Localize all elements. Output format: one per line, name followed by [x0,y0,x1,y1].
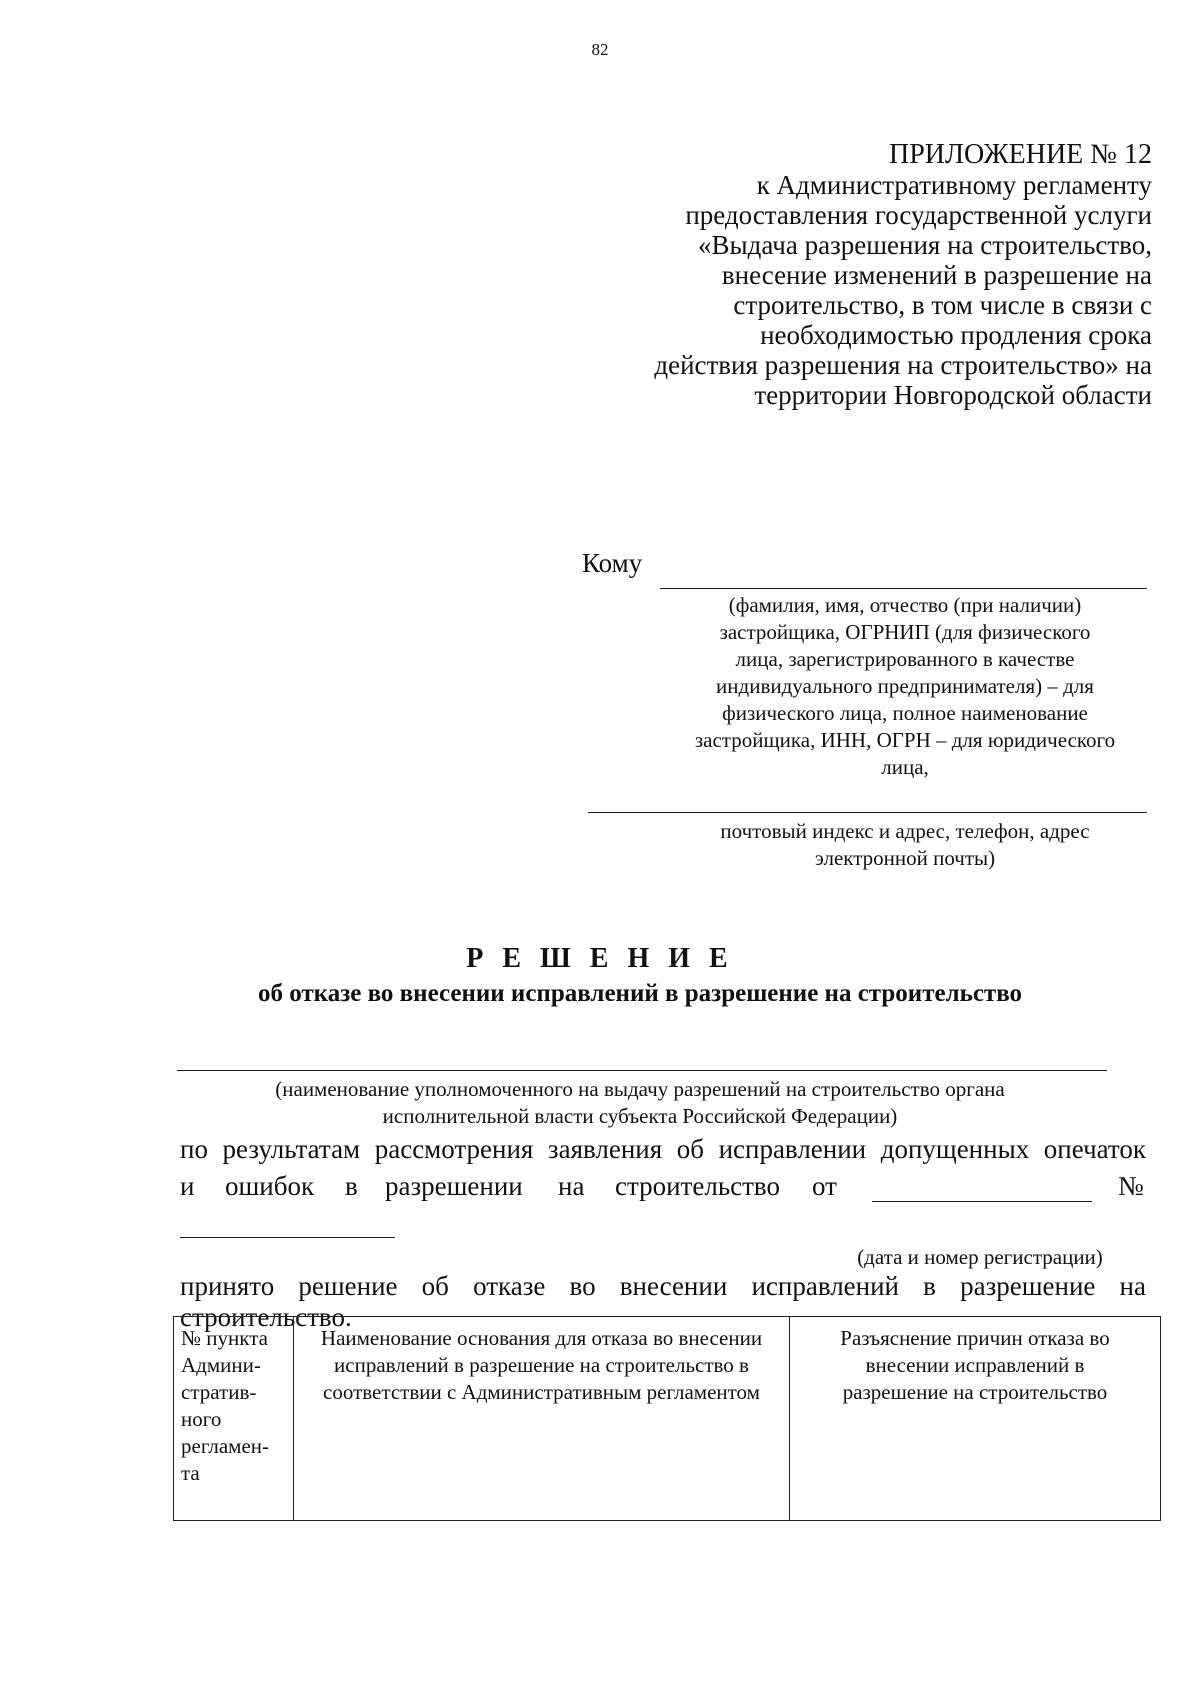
refusal-table [173,1316,1161,1521]
appendix-line: «Выдача разрешения на строительство, [698,230,1152,260]
authority-note-line: исполнительной власти субъекта Российской Федерации) [382,1104,898,1128]
number-sign: № [1118,1171,1144,1201]
addressee-note-line: лица, зарегистрированного в качестве [735,647,1075,671]
appendix-title: ПРИЛОЖЕНИЕ № 12 [889,139,1152,170]
authority-note-line: (наименование уполномоченного на выдачу разрешений на строительство органа [275,1077,1005,1101]
addressee-name-line [660,588,1147,589]
address-note-line: электронной почты) [814,846,996,870]
header-refusal-explanation: Разъяснение причин отказа во внесении исправлений в разрешение на строительство [790,1317,1161,1521]
addressee-note-line: (фамилия, имя, отчество (при наличии) [728,593,1082,617]
decision-subtitle: об отказе во внесении исправлений в разрешение на строительство [257,980,1023,1007]
appendix-line: строительство, в том числе в связи с [733,290,1152,320]
body-word: в [345,1171,358,1201]
header-refusal-basis: Наименование основания для отказа во внесении исправлений в разрешение на строительство в соответствии с Административным регламентом [294,1317,790,1521]
addressee-note-line: лица, [881,755,929,779]
body-word: ошибок [225,1171,315,1201]
date-blank-line [872,1201,1092,1202]
authority-line [177,1070,1107,1071]
body-line-2 [180,1170,1146,1202]
appendix-line: необходимостью продления срока [760,320,1152,350]
body-word: разрешении [385,1171,523,1201]
table-header-row [174,1317,1161,1521]
appendix-line: внесение изменений в разрешение на [721,260,1152,290]
appendix-line: к Административному регламенту [756,170,1152,200]
body-word: и [180,1171,195,1201]
addressee-label: Кому [582,548,643,578]
addressee-note-line: физического лица, полное наименование [722,701,1088,725]
authority-note [160,1076,1120,1130]
addressee-note-line: застройщика, ИНН, ОГРН – для юридического [694,728,1116,752]
body-line-1: по результатам рассмотрения заявления об исправлении допущенных опечаток [180,1134,1146,1164]
body-word: на [558,1171,585,1201]
addressee-address-line [588,812,1147,813]
addressee-note-line: застройщика, ОГРНИП (для физического [719,620,1091,644]
addressee-note-line: индивидуального предпринимателя) – для [716,674,1094,698]
body-word: строительство [615,1171,780,1201]
address-note-line: почтовый индекс и адрес, телефон, адрес [720,819,1090,843]
appendix-line: территории Новгородской области [754,380,1152,410]
number-blank-line [180,1237,395,1238]
body-word: от [812,1171,837,1201]
result-line-1: принято решение об отказе во внесении исправлений в разрешение на [180,1271,1146,1301]
header-clause-number: № пункта Админи-стратив-ного регламен-та [174,1317,294,1521]
decision-title: Р Е Ш Е Н И Е [466,943,734,974]
appendix-line: предоставления государственной услуги [685,200,1152,230]
appendix-header [592,140,1152,410]
result-line-2: строительство. [180,1302,352,1332]
address-note [650,818,1160,872]
page-number: 82 [591,40,609,59]
addressee-note [650,592,1160,781]
appendix-line: действия разрешения на строительство» на [654,350,1152,380]
date-note: (дата и номер регистрации) [857,1245,1103,1269]
